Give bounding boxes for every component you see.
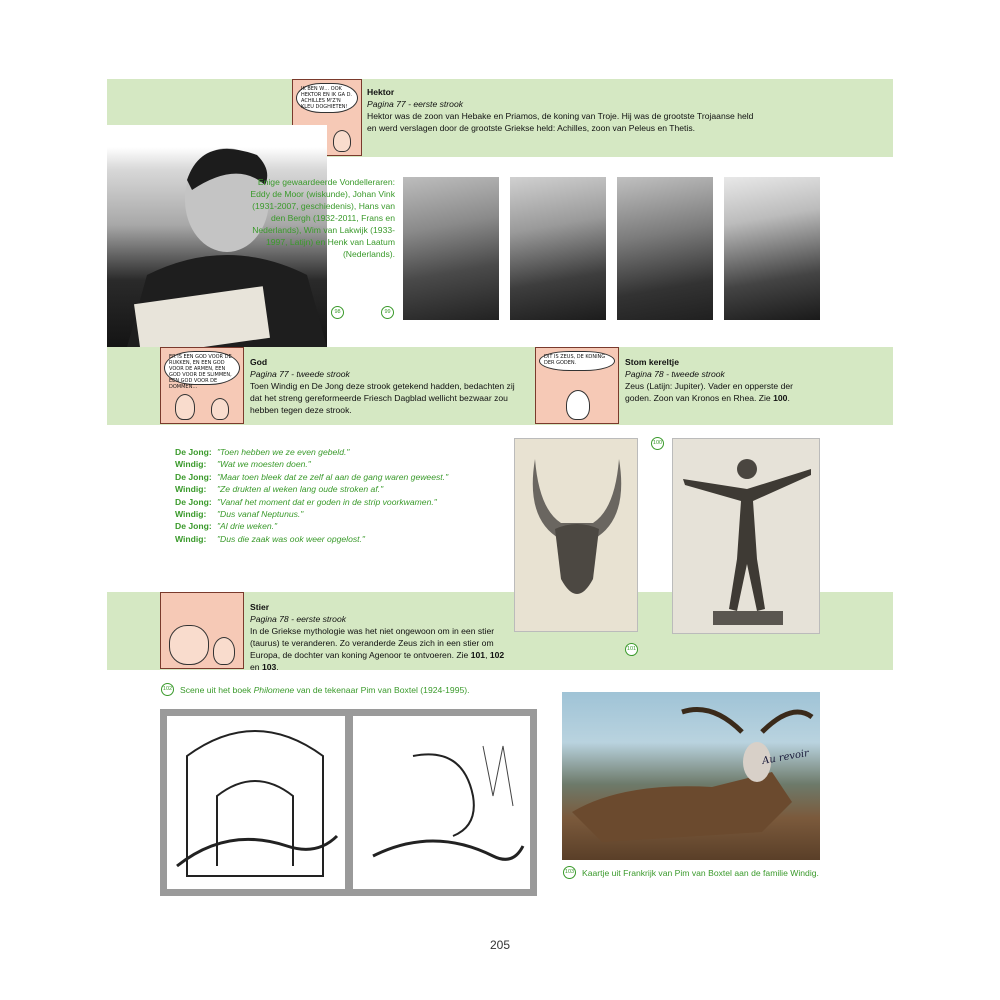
dialog-speaker: Windig: [175,533,207,544]
teacher-photo-3 [617,177,713,320]
dialog-row [175,508,448,520]
stom-text-body: Zeus (Latijn: Jupiter). Vader en opperste der goden. Zoon van Kronos en Rhea. Zie [625,381,793,403]
hektor-page: Pagina 77 - eerste strook [367,99,464,109]
scene-caption-body: Scene uit het boek [180,685,254,695]
teacher-photo-4 [724,177,820,320]
stier-comic-figure [169,625,209,665]
dialog-line: "Wat we moesten doen." [217,459,311,470]
teachers-caption: Enige gewaardeerde Vondelleraren: Eddy de Moor (wiskunde), Johan Vink (1931-2007, geschiedenis), Hans van den Bergh (1932-2011, Frans en Nederlands), Wim van Lakwijk (1933-1997, Latijn) en Henk van Laatum (Nederlands). [250,177,395,259]
ref-103-badge: 103 [563,866,576,879]
hektor-caption [367,86,757,134]
dialog-row [175,533,448,545]
stom-title: Stom kereltje [625,357,679,367]
ref-98-badge: 98 [331,306,344,319]
dialog-row [175,520,448,532]
ref-101-badge: 101 [625,643,638,656]
god-comic-figure-2 [211,398,229,420]
stier-comic-figure-2 [213,637,235,665]
dialog-speaker: Windig: [175,484,207,495]
dialog-line: "Dus vanaf Neptunus." [217,509,304,520]
stom-comic [535,347,619,424]
dialog-line: "Vanaf het moment dat er goden in de strip voorkwamen." [217,496,437,507]
god-comic [160,347,244,424]
stier-ref-101: 101 [470,650,486,660]
teacher-photo-2 [510,177,606,320]
dialog-speaker: Windig: [175,459,207,470]
teacher-photo-1 [403,177,499,320]
bull-head-photo [514,438,638,632]
statue-photo [672,438,820,634]
god-text: Toen Windig en De Jong deze strook getekend hadden, bedachten zij dat het streng gereformeerde Friesch Dagblad wellicht bezwaar zou hebben tegen deze strook. [250,381,515,415]
page-number: 205 [489,938,511,952]
stier-title: Stier [250,602,270,612]
hektor-text: Hektor was de zoon van Hebake en Priamos, de koning van Troje. Hij was de grootste Trojaanse held en werd verslagen door de grootste Griekse held: Achilles, zoon van Peleus en Thetis. [367,111,754,133]
postcard-handwriting: Au revoir [761,747,810,768]
hektor-title: Hektor [367,87,395,97]
dialog-speaker: De Jong: [175,521,212,532]
philomene-scene-frame [160,709,537,896]
scene-caption [180,684,500,696]
dialog-row [175,446,448,458]
stier-ref-102: 102 [489,650,505,660]
stier-text-body: In de Griekse mythologie was het niet ongewoon om in een stier (taurus) te veranderen. Zo veranderde Zeus zich in een stier om Europa, de dochter van koning Agenoor te ontvoeren. Zie [250,626,495,660]
scene-caption-end: van de tekenaar Pim van Boxtel (1924-1995). [294,685,470,695]
bull-head-icon [515,439,638,632]
stier-text-end: . [276,662,279,672]
god-caption [250,356,522,416]
stom-comic-bubble: DIT IS ZEUS, DE KONING DER GODEN. [539,351,615,371]
stier-page: Pagina 78 - eerste strook [250,614,347,624]
scene-caption-title: Philomene [253,685,295,695]
goat-icon [562,692,820,860]
god-comic-figure [175,394,195,420]
postcard-photo [562,692,820,860]
dialog-row [175,496,448,508]
dialog-speaker: De Jong: [175,496,212,507]
castle-drawing-icon [167,716,343,889]
stom-text-end: . [787,393,790,403]
ref-100-badge: 100 [651,437,664,450]
stom-ref: 100 [773,393,788,403]
stier-caption [250,601,512,673]
stom-page: Pagina 78 - tweede strook [625,369,725,379]
stom-caption [625,356,800,404]
hektor-comic-bubble: IK BEN W… OOK HEKTOR EN IK GA D. ACHILLES M'Z'N KLEU DOGHIETEN! [296,83,358,113]
god-comic-bubble: ER IS EEN GOD VOOR DE RUKKEN, EN EEN GOD VOOR DE ARMEN, EEN GOD VOOR DE SLIMMEN, EEN GOD VOOR DE DOMMEN… [164,351,240,385]
ref-102-badge: 102 [161,683,174,696]
dialog-line: "Ze drukten al weken lang oude stroken af." [217,484,384,495]
stier-sep-1: , [485,650,490,660]
stier-comic [160,592,244,669]
dialog-speaker: Windig: [175,509,207,520]
dialog-line: "Al drie weken." [217,521,278,532]
philomene-panel-1 [167,716,345,889]
dialog-row [175,483,448,495]
dialog-speaker: De Jong: [175,447,212,457]
stier-sep-2: en [250,662,262,672]
philomene-panel-2 [353,716,531,889]
dialog-speaker: De Jong: [175,471,212,482]
ref-99-badge: 99 [381,306,394,319]
stier-text [250,625,512,673]
statue-icon [673,439,820,634]
stom-text [625,380,800,404]
dialog-line: "Dus die zaak was ook weer opgelost." [217,533,365,544]
dialog-row [175,471,448,483]
god-title: God [250,357,268,367]
dialog-line: "Maar toen bleek dat ze zelf al aan de gang waren geweest." [217,471,449,482]
postcard-caption: Kaartje uit Frankrijk van Pim van Boxtel aan de familie Windig. [582,868,819,878]
dialog-line: "Toen hebben we ze even gebeld." [217,447,350,457]
dialog-row [175,458,448,470]
hektor-comic-figure-2 [333,130,351,152]
stom-comic-figure [566,390,590,420]
stier-ref-103: 103 [261,662,277,672]
dialog-block [175,446,448,545]
god-page: Pagina 77 - tweede strook [250,369,350,379]
face-drawing-icon [353,716,529,889]
